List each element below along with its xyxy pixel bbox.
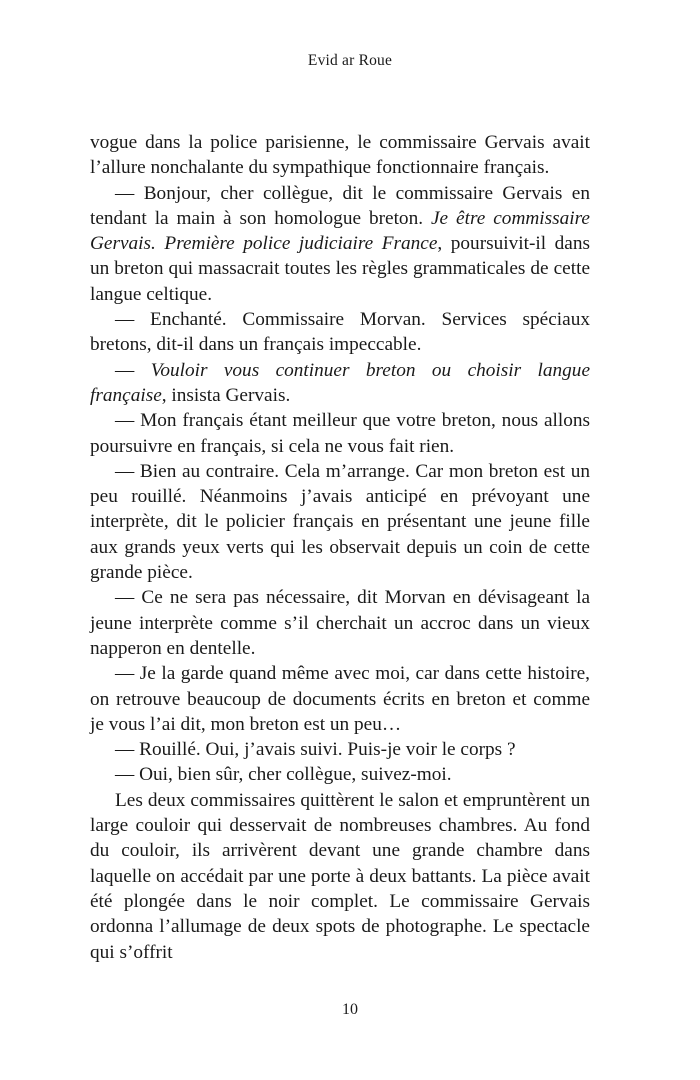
page-number: 10 [342,1001,358,1018]
body-text [90,130,590,965]
paragraph [90,585,590,661]
paragraph [90,181,590,307]
text-segment: — Bien au contraire. Cela m’arrange. Car mon breton est un peu rouillé. Néanmoins j’avais anticipé en prévoyant une interprète, dit le policier français en présentant une jeune fille aux grands yeux verts qui les observait depuis un coin de cette grande pièce. [90,460,590,584]
text-segment: — Ce ne sera pas nécessaire, dit Morvan en dévisageant la jeune interprète comme s’il cherchait un accroc dans un vieux napperon en dentelle. [90,587,590,659]
italic-segment: Vouloir vous continuer breton ou choisir langue française [90,359,590,406]
text-segment: — Oui, bien sûr, cher collègue, suivez-moi. [115,764,452,786]
text-segment: vogue dans la police parisienne, le commissaire Gervais avait l’allure nonchalante du sympathique fonctionnaire français. [90,132,590,179]
paragraph [90,762,590,787]
text-segment: , insista Gervais. [161,384,291,406]
text-segment: — [115,359,151,381]
paragraph [90,408,590,459]
italic-segment: Je être commissaire Gervais. Première police judiciaire France [90,207,590,255]
paragraph [90,788,590,965]
text-segment: Les deux commissaires quittèrent le salon et empruntèrent un large couloir qui desservait de nombreuses chambres. Au fond du couloir, ils arrivèrent devant une grande chambre dans laquelle on accédait par une porte à deux battants. La pièce avait été plongée dans le noir complet. Le commissaire Gervais ordonna l’allumage de deux spots de photographe. Le spectacle qui s’offrit [90,789,590,963]
running-title: Evid ar Roue [307,52,393,69]
text-segment: — Rouillé. Oui, j’avais suivi. Puis-je voir le corps ? [115,739,516,761]
paragraph [90,737,590,762]
text-segment: — Enchanté. Commissaire Morvan. Services spéciaux bretons, dit-il dans un français impeccable. [90,309,590,356]
text-segment: — Bonjour, cher collègue, dit le commissaire Gervais en tendant la main à son homologue breton. [90,182,590,229]
text-segment: — Je la garde quand même avec moi, car dans cette histoire, on retrouve beaucoup de documents écrits en breton et comme je vous l’ai dit, mon breton est un peu… [90,663,590,735]
paragraph [90,307,590,358]
paragraph [90,459,590,585]
paragraph [90,130,590,181]
text-segment: — Mon français étant meilleur que votre breton, nous allons poursuivre en français, si cela ne vous fait rien. [90,410,590,457]
paragraph [90,358,590,409]
text-segment: , poursuivit-il dans un breton qui massacrait toutes les règles grammaticales de cette langue celtique. [90,233,590,305]
paragraph [90,661,590,737]
